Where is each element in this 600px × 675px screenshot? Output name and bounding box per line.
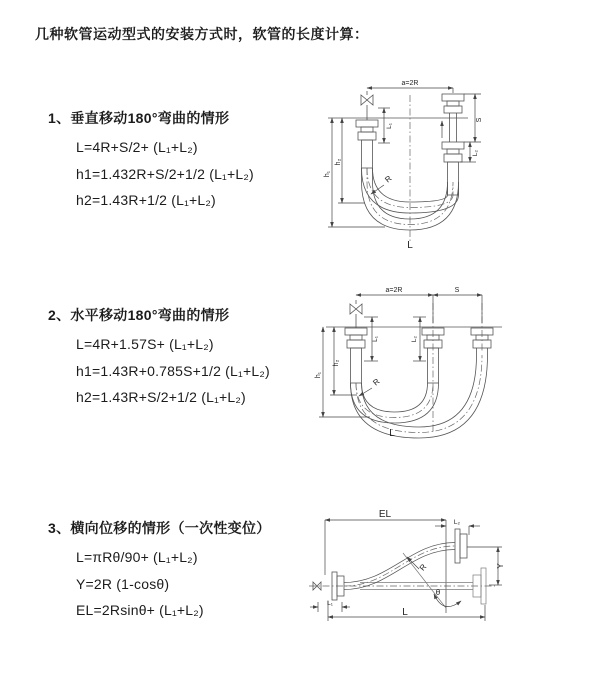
d1-label-h2: h₂ [335, 158, 342, 166]
diagram-lateral-displacement [305, 505, 600, 630]
section-1-formula-L: L=4R+S/2+ (L₁+L₂) [76, 139, 198, 155]
section-3-formula-Y: Y=2R (1-cosθ) [76, 575, 170, 592]
d1-label-l1: L₁ [386, 123, 393, 129]
page-title: 几种软管运动型式的安装方式时，软管的长度计算： [35, 26, 369, 42]
section-3-formula-EL: EL=2Rsinθ+ (L₁+L₂) [76, 602, 204, 618]
d1-label-h1: h₁ [324, 170, 331, 178]
section-2 [48, 306, 270, 407]
d3-label-l: L [402, 607, 408, 618]
d2-valve-icon [350, 300, 362, 328]
d2-label-l: L [389, 428, 395, 439]
d1-label-s: S [476, 117, 483, 123]
d2-hose-curves [351, 355, 488, 438]
d1-dimensions [328, 88, 481, 227]
section-2-formula-L: L=4R+1.57S+ (L₁+L₂) [76, 336, 214, 352]
d1-reference-lines [328, 95, 468, 243]
section-3-heading: 3、横向位移的情形（一次性变位） [48, 520, 271, 536]
d1-left-fitting [356, 120, 378, 168]
d2-label-s: S [454, 287, 460, 294]
d3-label-l1: L₁ [327, 600, 333, 607]
d2-label-l1: L₁ [372, 336, 379, 342]
d3-label-y: Y [496, 563, 505, 569]
section-2-formula-h2: h2=1.43R+S/2+1/2 (L₁+L₂) [76, 389, 246, 405]
d3-label-el: EL [378, 509, 392, 520]
d2-label-l2: L₂ [411, 335, 418, 343]
section-1 [48, 109, 254, 210]
d1-right-fitting [442, 94, 464, 195]
d1-label-l2: L₂ [472, 149, 479, 157]
d3-dimensions [310, 520, 502, 621]
diagram-vertical-180-bend [310, 75, 600, 255]
d3-label-theta: θ [435, 588, 441, 597]
d2-label-h2: h₂ [333, 359, 340, 367]
section-1-heading: 1、垂直移动180°弯曲的情形 [48, 110, 230, 126]
d2-label-span: a=2R [385, 287, 403, 294]
section-3 [48, 519, 271, 620]
d2-left-fitting [345, 328, 367, 383]
section-2-heading: 2、水平移动180°弯曲的情形 [48, 307, 230, 323]
d3-label-l2: L₂ [453, 519, 461, 526]
d2-label-r: R [371, 376, 382, 388]
d1-label-r: R [383, 173, 394, 185]
section-1-formula-h1: h1=1.432R+S/2+1/2 (L₁+L₂) [76, 165, 254, 182]
section-3-formula-L: L=πRθ/90+ (L₁+L₂) [76, 549, 198, 565]
d1-label-span: a=2R [401, 80, 419, 87]
diagram-horizontal-180-bend [312, 283, 600, 455]
d3-upper-right-flange [455, 529, 467, 563]
d2-label-h1: h₁ [315, 371, 322, 379]
d2-dimensions [319, 295, 482, 417]
d3-label-r: R [417, 562, 429, 573]
d1-valve-icon [361, 91, 373, 120]
section-2-formula-h1: h1=1.43R+0.785S+1/2 (L₁+L₂) [76, 362, 270, 379]
section-1-formula-h2: h2=1.43R+1/2 (L₁+L₂) [76, 192, 216, 208]
d1-label-l: L [407, 240, 413, 251]
